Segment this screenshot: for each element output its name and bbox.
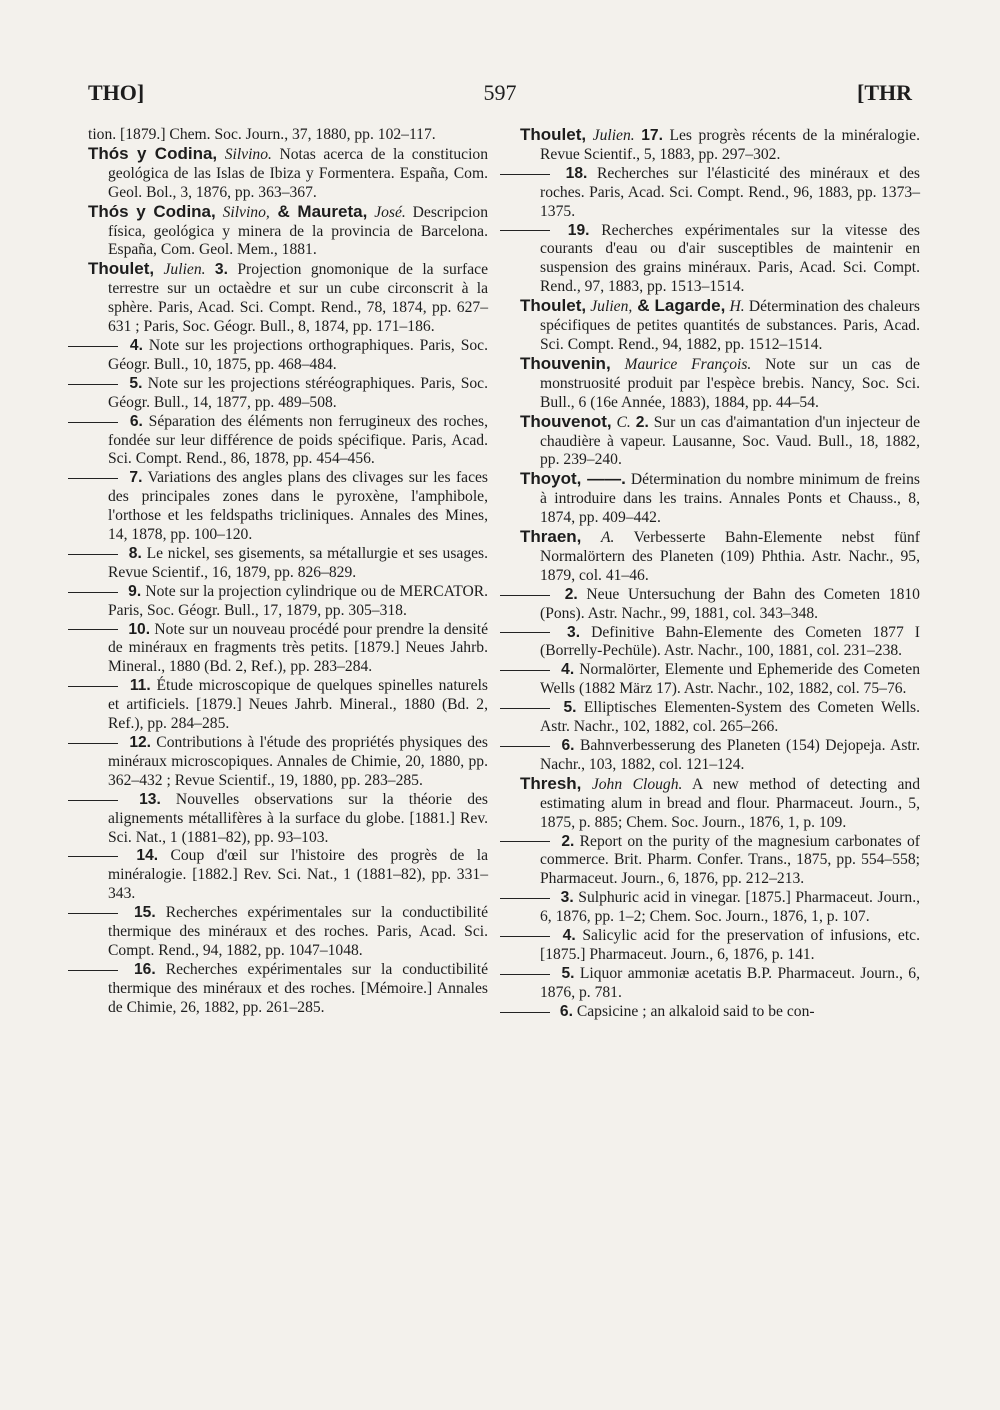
entry-text: Détermination des chaleurs spécifiques de petites quantités de substances. Paris, Acad. Sci. Compt. Rend., 94, 1882, pp. 1512–1514. xyxy=(540,298,920,353)
bibliography-entry xyxy=(88,260,488,337)
ditto-dash xyxy=(500,230,550,231)
entry-number: 3. xyxy=(560,889,574,907)
ditto-dash xyxy=(500,670,550,671)
ditto-dash xyxy=(68,554,118,555)
ditto-dash xyxy=(500,898,550,899)
bibliography-entry xyxy=(520,470,920,528)
right-column xyxy=(520,126,920,1022)
entry-text: Note sur un nouveau procédé pour prendre la densité de minéraux en fragments très petits. [1879.] Neues Jahrb. Mineral., 1880 (Bd. 2, Ref.), pp. 283–284. xyxy=(108,620,488,676)
ditto-dash xyxy=(68,629,118,630)
bibliography-entry xyxy=(520,699,920,737)
entry-text: Report on the purity of the magnesium carbonates of commerce. Brit. Pharm. Confer. Trans., 1875, pp. 554–558; Pharmaceut. Journ., 6, 1876, pp. 212–213. xyxy=(540,832,920,888)
entry-text: Normalörter, Elemente und Ephemeride des Cometen Wells (1882 März 17). Astr. Nachr., 102, 1882, col. 75–76. xyxy=(540,661,920,698)
bibliography-entry xyxy=(88,337,488,375)
bibliography-entry xyxy=(88,904,488,961)
bibliography-entry xyxy=(520,528,920,586)
entry-text: Sulphuric acid in vinegar. [1875.] Pharmaceut. Journ., 6, 1876, pp. 1–2; Chem. Soc. Journ., 1876, 1, p. 107. xyxy=(540,889,921,926)
ditto-dash xyxy=(500,174,550,175)
author-name: Thoulet, xyxy=(520,296,587,316)
bibliography-entry xyxy=(520,413,920,471)
bibliography-entry xyxy=(88,583,488,621)
author-given-name: A. xyxy=(600,529,615,547)
bibliography-entry xyxy=(520,586,920,624)
entry-text: Le nickel, ses gisements, sa métallurgie et ses usages. Revue Scientif., 16, 1879, pp. 826–829. xyxy=(108,544,489,581)
entry-text: Variations des angles plans des clivages sur les faces des principales zones dans le pyroxène, l'amphibole, l'orthose et les feldspaths tricliniques. Annales des Mines, 14, 1878, pp. 100–120. xyxy=(108,469,488,544)
coauthor-name: & Lagarde, xyxy=(632,296,726,316)
ditto-dash xyxy=(68,346,118,347)
running-head-left: THO] xyxy=(88,80,145,105)
author-given-name: Maurice François. xyxy=(624,355,752,373)
author-given-name: John Clough. xyxy=(591,775,683,793)
ditto-dash xyxy=(500,974,550,975)
entry-number: 11. xyxy=(129,677,151,695)
entry-text: Contributions à l'étude des propriétés physiques des minéraux microscopiques. Annales de Chimie, 20, 1880, pp. 362–432 ; Revue Scientif., 19, 1880, pp. 283–285. xyxy=(108,734,488,789)
author-given-name: Julien. xyxy=(163,261,206,279)
entry-text: Recherches expérimentales sur la conductibilité thermique des minéraux et des roches. [Mémoire.] Annales de Chimie, 26, 1882, pp. 261–285. xyxy=(108,960,488,1016)
bibliography-entry xyxy=(88,545,488,583)
entry-number: 5. xyxy=(563,699,577,717)
bibliography-entry xyxy=(88,413,488,470)
bibliography-entry xyxy=(88,126,488,145)
bibliography-entry xyxy=(88,145,488,203)
entry-number: 6. xyxy=(559,1002,573,1020)
page-number: 597 xyxy=(483,80,517,105)
ditto-dash xyxy=(500,632,550,633)
author-name: Thraen, xyxy=(520,527,582,547)
author-name: Thoulet, xyxy=(88,259,155,279)
entry-text: Descripcion física, geológica y minera de la provincia de Barcelona. España, Com. Geol. Mem., 1881. xyxy=(108,203,488,259)
entry-number: 7. xyxy=(129,469,143,487)
bibliography-entry xyxy=(520,775,920,833)
entry-text: Note sur un cas de monstruosité produit par l'espèce brebis. Nancy, Soc. Sci. Bull., 6 (16e Année, 1883), 1884, pp. 44–54. xyxy=(540,355,920,411)
entry-number: 16. xyxy=(134,960,156,978)
entry-number: 4. xyxy=(129,336,143,354)
bibliography-entry xyxy=(520,297,920,355)
running-head-right: [THR xyxy=(857,80,912,105)
entry-number: 19. xyxy=(567,221,590,239)
bibliography-entry xyxy=(520,126,920,165)
author-given-name: Julien, xyxy=(590,298,633,316)
ditto-dash xyxy=(68,422,118,423)
bibliography-entry xyxy=(88,203,488,261)
entry-text: Verbesserte Bahn-Elemente nebst fünf Normalörtern des Planeten (109) Phthia. Astr. Nachr., 95, 1879, col. 41–46. xyxy=(540,529,920,584)
entry-text: Capsicine ; an alkaloid said to be con- xyxy=(572,1002,815,1020)
coauthor-given-name: José. xyxy=(374,203,406,221)
ditto-dash xyxy=(500,708,550,709)
entry-text: Liquor ammoniæ acetatis B.P. Pharmaceut. Journ., 6, 1876, p. 781. xyxy=(540,964,920,1001)
entry-number: 2. xyxy=(635,413,649,431)
ditto-dash xyxy=(68,800,118,801)
entry-number: 12. xyxy=(129,734,151,751)
bibliography-entry xyxy=(520,355,920,413)
bibliography-entry xyxy=(88,847,488,904)
entry-number: 4. xyxy=(561,661,575,679)
ditto-dash xyxy=(68,913,118,914)
entry-text: Notas acerca de la constitucion geológica de las Islas de Ibiza y Formentera. España, Com. Geol. Bol., 3, 1876, pp. 363–367. xyxy=(108,145,488,201)
author-given-name: Silvino. xyxy=(224,145,272,163)
entry-number: 5. xyxy=(561,964,575,982)
entry-number: 18. xyxy=(565,164,588,182)
left-column xyxy=(88,126,488,1018)
entry-number: 17. xyxy=(641,127,663,144)
bibliography-entry xyxy=(88,791,488,848)
entry-text: Neue Untersuchung der Bahn des Cometen 1810 (Pons). Astr. Nachr., 99, 1881, col. 343–348. xyxy=(540,585,920,622)
entry-text: tion. [1879.] Chem. Soc. Journ., 37, 1880, pp. 102–117. xyxy=(88,126,436,143)
ditto-dash xyxy=(68,970,118,971)
entry-text: Note sur la projection cylindrique ou de MERCATOR. Paris, Soc. Géogr. Bull., 17, 1879, pp. 305–318. xyxy=(108,582,489,619)
entry-number: 2. xyxy=(561,832,575,850)
entry-text: Projection gnomonique de la surface terrestre sur un octaèdre et sur un cube circonscrit à la sphère. Paris, Acad. Sci. Compt. Rend., 78, 1874, pp. 627–631 ; Paris, Soc. Géogr. Bull., 8, 1874, pp. 171–186. xyxy=(108,261,488,336)
author-given-name: C. xyxy=(616,413,631,431)
ditto-dash xyxy=(500,595,550,596)
ditto-dash xyxy=(68,384,118,385)
entry-number: 15. xyxy=(134,904,156,922)
author-name: Thoyot, ——. xyxy=(520,469,626,489)
ditto-dash xyxy=(68,686,118,687)
bibliography-entry xyxy=(520,624,920,662)
author-name: Thós y Codina, xyxy=(88,201,216,221)
bibliography-entry xyxy=(520,833,920,890)
entry-text: Les progrès récents de la minéralogie. Revue Scientif., 5, 1883, pp. 297–302. xyxy=(540,127,921,163)
entry-text: Étude microscopique de quelques spinelles naturels et artificiels. [1879.] Neues Jahrb. Mineral., 1880 (Bd. 2, Ref.), pp. 284–285. xyxy=(108,677,488,733)
author-name: Thouvenot, xyxy=(520,411,612,431)
ditto-dash xyxy=(500,936,550,937)
ditto-dash xyxy=(500,1012,550,1013)
author-given-name: Silvino, xyxy=(222,203,270,221)
bibliography-entry xyxy=(520,1003,920,1022)
ditto-dash xyxy=(68,478,118,479)
entry-text: Coup d'œil sur l'histoire des progrès de la minéralogie. [1882.] Rev. Sci. Nat., 1 (1881–82), pp. 331–343. xyxy=(108,847,488,903)
bibliography-entry xyxy=(520,661,920,699)
ditto-dash xyxy=(500,746,550,747)
entry-text: Salicylic acid for the preservation of infusions, etc. [1875.] Pharmaceut. Journ., 6, 1876, p. 141. xyxy=(540,927,920,963)
entry-text: Séparation des éléments non ferrugineux des roches, fondée sur leur différence de poids spécifique. Paris, Acad. Sci. Compt. Rend., 86, 1878, pp. 454–456. xyxy=(108,412,488,468)
ditto-dash xyxy=(68,592,118,593)
entry-number: 3. xyxy=(567,623,581,641)
bibliography-entry xyxy=(520,222,920,298)
ditto-dash xyxy=(68,856,118,857)
entry-number: 13. xyxy=(139,790,161,808)
entry-text: Recherches expérimentales sur la conductibilité thermique des minéraux et des roches. Paris, Acad. Sci. Compt. Rend., 94, 1882, pp. 1047–1048. xyxy=(108,904,488,959)
entry-number: 2. xyxy=(564,585,578,603)
bibliography-entry xyxy=(88,375,488,413)
ditto-dash xyxy=(68,743,118,744)
entry-text: Recherches sur l'élasticité des minéraux et des roches. Paris, Acad. Sci. Compt. Rend., 96, 1883, pp. 1373–1375. xyxy=(540,164,920,220)
author-given-name: Julien. xyxy=(592,127,635,144)
coauthor-given-name: H. xyxy=(729,298,745,316)
entry-number: 6. xyxy=(561,737,575,754)
entry-number: 10. xyxy=(128,620,151,638)
bibliography-entry xyxy=(88,734,488,791)
entry-text: Note sur les projections stéréographiques. Paris, Soc. Géogr. Bull., 14, 1877, pp. 489–508. xyxy=(108,374,488,411)
entry-number: 6. xyxy=(129,412,143,430)
author-name: Thoulet, xyxy=(520,125,587,144)
entry-text: Note sur les projections orthographiques. Paris, Soc. Géogr. Bull., 10, 1875, pp. 468–484. xyxy=(108,336,488,373)
entry-text: Elliptisches Elementen-System des Cometen Wells. Astr. Nachr., 102, 1882, col. 265–266. xyxy=(540,699,920,736)
entry-text: Definitive Bahn-Elemente des Cometen 1877 I (Borrelly-Pechüle). Astr. Nachr., 100, 1881, col. 231–238. xyxy=(540,623,920,660)
entry-text: Nouvelles observations sur la théorie des alignements métallifères à la surface du globe. [1881.] Rev. Sci. Nat., 1 (1881–82), pp. 93–103. xyxy=(108,790,488,846)
bibliography-entry xyxy=(520,165,920,222)
entry-text: Détermination du nombre minimum de freins à introduire dans les trains. Annales Ponts et Chauss., 8, 1874, pp. 409–442. xyxy=(540,471,920,527)
entry-text: Bahnverbesserung des Planeten (154) Dejopeja. Astr. Nachr., 103, 1882, col. 121–124. xyxy=(540,737,920,773)
entry-text: Sur un cas d'aimantation d'un injecteur de chaudière à vapeur. Lausanne, Soc. Vaud. Bull., 18, 1882, pp. 239–240. xyxy=(540,413,920,469)
bibliography-entry xyxy=(88,961,488,1018)
bibliography-entry xyxy=(88,677,488,734)
entry-text: A new method of detecting and estimating alum in bread and flour. Pharmaceut. Journ., 5, 1875, p. 885; Chem. Soc. Journ., 1876, 1, p. 109. xyxy=(540,775,920,831)
bibliography-entry xyxy=(520,889,920,927)
entry-text: Recherches expérimentales sur la vitesse des courants d'eau ou d'air susceptibles de maintenir en suspension des grains minéraux. Paris, Acad. Sci. Compt. Rend., 97, 1883, pp. 1513–1514. xyxy=(540,221,920,296)
entry-number: 4. xyxy=(562,927,576,945)
entry-number: 8. xyxy=(128,544,142,562)
author-name: Thós y Codina, xyxy=(88,143,218,163)
bibliography-entry xyxy=(88,469,488,545)
bibliography-entry xyxy=(88,621,488,678)
coauthor-name: & Maureta, xyxy=(269,201,368,221)
bibliography-entry xyxy=(520,965,920,1003)
entry-number: 14. xyxy=(136,847,159,865)
entry-number: 5. xyxy=(129,374,143,392)
bibliography-entry xyxy=(520,737,920,775)
ditto-dash xyxy=(500,841,550,842)
author-name: Thouvenin, xyxy=(520,353,611,373)
bibliography-entry xyxy=(520,927,920,965)
author-name: Thresh, xyxy=(520,773,582,793)
entry-number: 3. xyxy=(214,261,228,279)
entry-number: 9. xyxy=(128,582,142,600)
